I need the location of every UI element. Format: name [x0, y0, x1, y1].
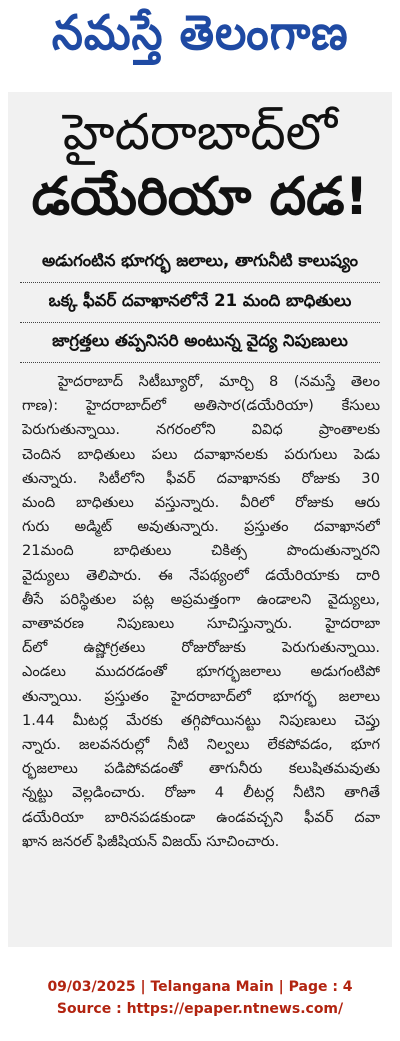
- dotted-divider: [20, 322, 380, 323]
- dotted-divider: [20, 362, 380, 363]
- newspaper-logo-title: నమస్తే తెలంగాణ: [51, 5, 349, 61]
- footer-source-link[interactable]: Source : https://epaper.ntnews.com/: [56, 1001, 344, 1017]
- body-line: తున్నాయి. ప్రస్తుతం హైదరాబాద్‌లో భూగర్భ జలాలు: [22, 687, 380, 705]
- body-line: మంది బాధితులు వస్తున్నారు. వీరిలో రోజుకు ఆరు: [22, 494, 380, 512]
- article-body: [22, 370, 380, 930]
- body-line: హైదరాబాద్‌ సిటీబ్యూరో, మార్చి 8 (నమస్తే తెలం: [58, 373, 380, 390]
- subheading-2: ఒక్క ఫీవర్‌ దవాఖానలోనే 21 మంది బాధితులు: [48, 291, 352, 310]
- footer-edition-info: 09/03/2025 | Telangana Main | Page : 4: [47, 979, 353, 995]
- headline-line-1: హైదరాబాద్‌లో: [62, 103, 338, 161]
- body-line: గాణ): హైదరాబాద్‌లో అతిసార(డయేరియా) కేసులు: [22, 397, 380, 415]
- subheading-3: జాగ్రత్తలు తప్పనిసరి అంటున్న వైద్య నిపుణులు: [52, 331, 348, 350]
- body-line: వాతావరణ నిపుణులు సూచిస్తున్నారు. హైదరాబా: [22, 615, 380, 633]
- subheading-1: అడుగంటిన భూగర్భ జలాలు, తాగునీటి కాలుష్యం: [41, 251, 358, 270]
- body-line: న్నట్టు వెల్లడించారు. రోజూ 4 లీటర్ల నీటిని తాగితే: [22, 784, 380, 802]
- body-line: 21మంది బాధితులు చికిత్స పొందుతున్నారని: [22, 542, 380, 560]
- body-line: ద్‌లో ఉష్ణోగ్రతలు రోజురోజుకు పెరుగుతున్నాయి.: [22, 639, 380, 657]
- headline-line-2: డయేరియా దడ!: [31, 167, 369, 227]
- body-line: తున్నారు. సిటీలోని ఫీవర్‌ దవాఖానకు రోజుకు 30: [22, 469, 380, 487]
- body-line: గురు అడ్మిట్‌ అవుతున్నారు. ప్రస్తుతం దవాఖానలో: [22, 518, 380, 536]
- masthead: [0, 0, 400, 78]
- body-line: ఎండలు ముదరడంతో భూగర్భజలాలు అడుగంటిపో: [22, 663, 380, 681]
- body-line: వైద్యులు తెలిపారు. ఈ నేపథ్యంలో డయేరియాకు దారి: [22, 566, 380, 584]
- body-line: తీసే పరిస్థితుల పట్ల అప్రమత్తంగా ఉండాలని వైద్యులు,: [22, 590, 380, 608]
- body-line: ర్భజలాలు పడిపోవడంతో తాగునీరు కలుషితమవుతు: [22, 760, 380, 778]
- body-line: ఖాన జనరల్‌ ఫిజీషియన్‌ విజయ్‌ సూచించారు.: [22, 832, 280, 850]
- dotted-divider: [20, 282, 380, 283]
- body-line: 1.44 మీటర్ల మేరకు తగ్గిపోయినట్టు నిపుణులు చెప్తు: [22, 711, 380, 729]
- body-line: పెరుగుతున్నాయి. నగరంలోని వివిధ ప్రాంతాలకు: [22, 421, 380, 439]
- body-line: డయేరియా బారినపడకుండా ఉండవచ్చని ఫీవర్‌ దవా: [22, 808, 380, 826]
- body-line: న్నారు. జలవనరుల్లో నీటి నిల్వలు లేకపోవడం, భూగ: [22, 736, 380, 754]
- body-line: చెందిన బాధితులు పలు దవాఖానలకు పరుగులు పెడు: [22, 445, 380, 463]
